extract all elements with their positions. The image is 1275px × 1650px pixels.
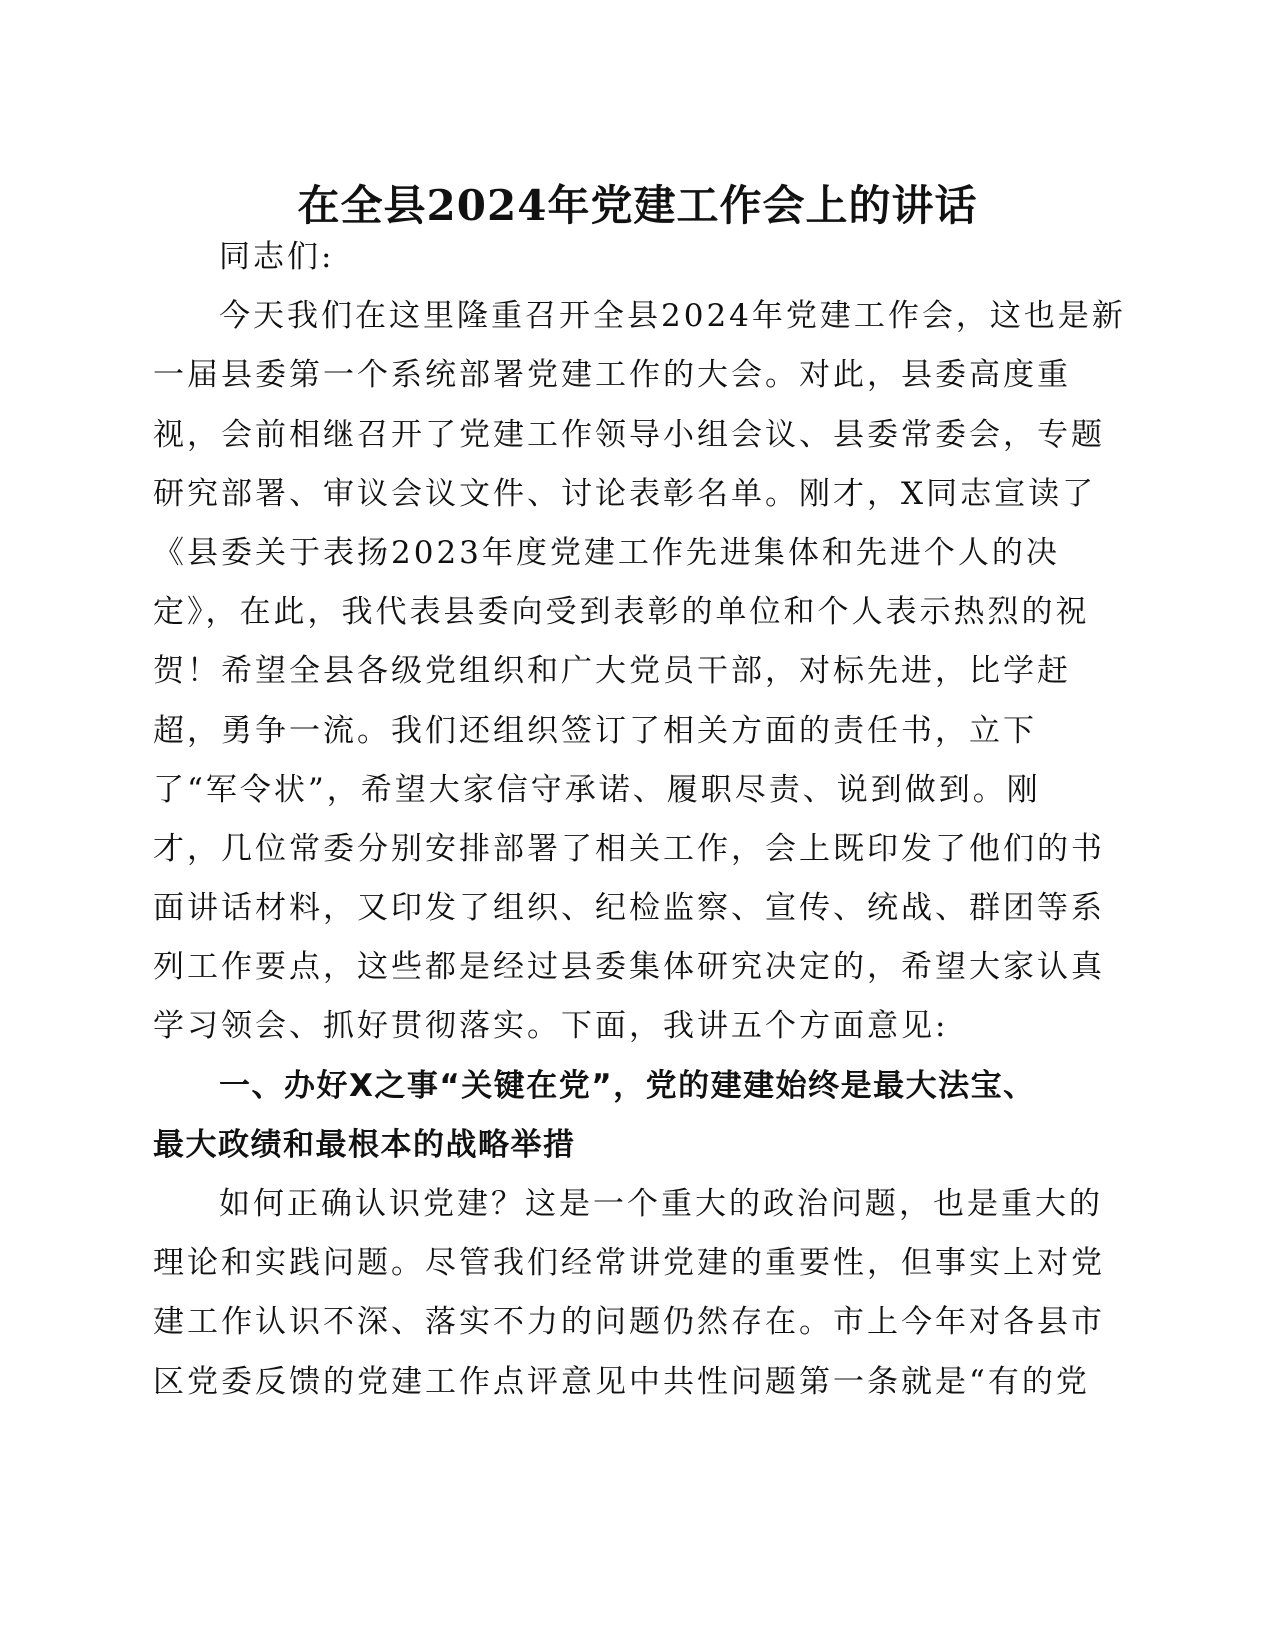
paragraph-line: 视，会前相继召开了党建工作领导小组会议、县委常委会，专题 bbox=[153, 416, 1105, 453]
paragraph-line: 《县委关于表扬2023年度党建工作先进集体和先进个人的决 bbox=[153, 534, 1060, 571]
paragraph-line: 定》，在此，我代表县委向受到表彰的单位和个人表示热烈的祝 bbox=[153, 594, 1090, 631]
paragraph-line: 学习领会、抓好贯彻落实。下面，我讲五个方面意见: bbox=[153, 1008, 949, 1045]
paragraph-line: 面讲话材料，又印发了组织、纪检监察、宣传、统战、群团等系 bbox=[153, 890, 1105, 927]
document-title: 在全县2024年党建工作会上的讲话 bbox=[297, 181, 978, 230]
paragraph-line: 一届县委第一个系统部署党建工作的大会。对此，县委高度重 bbox=[153, 357, 1071, 394]
paragraph-line: 研究部署、审议会议文件、讨论表彰名单。刚才，X同志宣读了 bbox=[153, 475, 1097, 512]
paragraph-line: 贺！希望全县各级党组织和广大党员干部，对标先进，比学赶 bbox=[153, 653, 1071, 690]
paragraph-line: 了“军令状”，希望大家信守承诺、履职尽责、说到做到。刚 bbox=[153, 771, 1041, 808]
paragraph-line: 区党委反馈的党建工作点评意见中共性问题第一条就是“有的党 bbox=[153, 1363, 1090, 1400]
section-heading-line: 一、办好X之事“关键在党”，党的建建始终是最大法宝、 bbox=[219, 1067, 1036, 1104]
paragraph-line: 超，勇争一流。我们还组织签订了相关方面的责任书，立下 bbox=[153, 712, 1037, 749]
paragraph-line: 才，几位常委分别安排部署了相关工作，会上既印发了他们的书 bbox=[153, 830, 1105, 867]
paragraph-line: 建工作认识不深、落实不力的问题仍然存在。市上今年对各县市 bbox=[153, 1304, 1105, 1341]
document-body bbox=[153, 228, 1126, 1412]
paragraph-line: 列工作要点，这些都是经过县委集体研究决定的，希望大家认真 bbox=[153, 949, 1105, 986]
salutation: 同志们: bbox=[219, 239, 335, 275]
section-heading-line: 最大政绩和最根本的战略举措 bbox=[153, 1126, 576, 1163]
paragraph-line: 理论和实践问题。尽管我们经常讲党建的重要性，但事实上对党 bbox=[153, 1245, 1105, 1282]
paragraph-line: 如何正确认识党建？这是一个重大的政治问题，也是重大的 bbox=[219, 1186, 1103, 1222]
paragraph-line: 今天我们在这里隆重召开全县2024年党建工作会，这也是新 bbox=[219, 298, 1126, 335]
